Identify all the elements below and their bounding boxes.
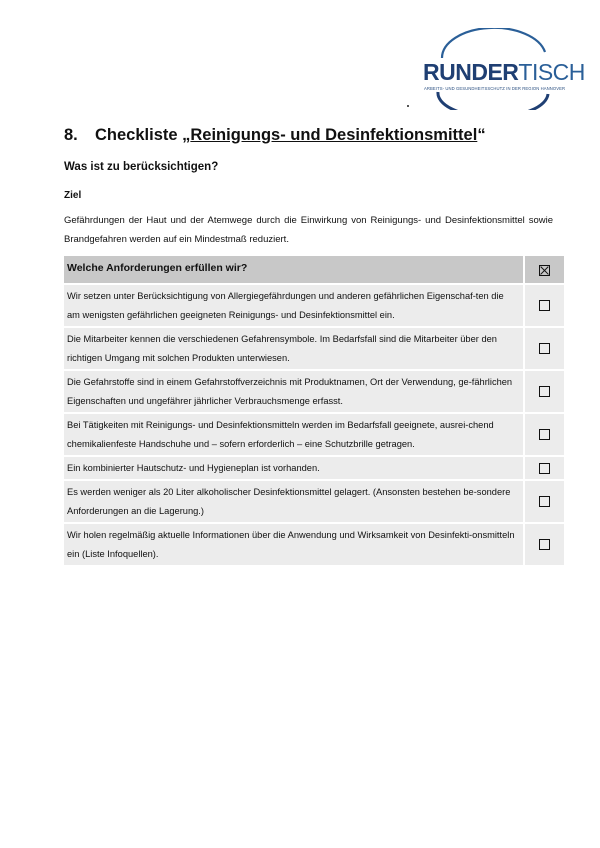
checkbox[interactable] <box>539 496 550 507</box>
check-cell[interactable] <box>524 284 564 327</box>
checkbox[interactable] <box>539 343 550 354</box>
checkbox[interactable] <box>539 429 550 440</box>
requirement-text: Wir holen regelmäßig aktuelle Informationen über die Anwendung und Wirksamkeit von Desinfekti-onsmitteln ein (Liste Infoquellen). <box>64 523 524 566</box>
check-cell[interactable] <box>524 327 564 370</box>
title-main: Reinigungs- und Desinfektionsmittel <box>190 126 478 144</box>
checkbox[interactable] <box>539 463 550 474</box>
checkbox[interactable] <box>539 539 550 550</box>
check-cell[interactable] <box>524 370 564 413</box>
page-title <box>64 126 486 145</box>
checkbox[interactable] <box>539 300 550 311</box>
check-cell[interactable] <box>524 480 564 523</box>
check-cell[interactable] <box>524 456 564 480</box>
requirement-text: Die Gefahrstoffe sind in einem Gefahrstoffverzeichnis mit Produktnamen, Ort der Verwendung, ge-fährlichen Eigenschaften und ungefährer jährlicher Verbrauchsmenge erfasst. <box>64 370 524 413</box>
table-row <box>64 480 564 523</box>
header-check-cell <box>524 256 564 284</box>
logo-wordmark <box>423 59 585 86</box>
checkbox[interactable] <box>539 386 550 397</box>
requirement-text: Die Mitarbeiter kennen die verschiedenen Gefahrensymbole. Im Bedarfsfall sind die Mitarbeiter über den richtigen Umgang mit solchen Produkten unterwiesen. <box>64 327 524 370</box>
table-row <box>64 327 564 370</box>
subheading: Was ist zu berücksichtigen? <box>64 161 219 173</box>
requirement-text: Wir setzen unter Berücksichtigung von Allergiegefährdungen und anderen gefährlichen Eigenschaf-ten die am wenigsten gefährlichen geeigneten Reinigungs- und Desinfektionsmittel ein. <box>64 284 524 327</box>
table-row <box>64 284 564 327</box>
rundertisch-logo <box>420 28 585 110</box>
table-header-row <box>64 256 564 284</box>
requirement-text: Bei Tätigkeiten mit Reinigungs- und Desinfektionsmitteln werden im Bedarfsfall geeignete, ausrei-chend chemikalienfeste Handschuhe und – sofern erforderlich – eine Schutzbrille getragen. <box>64 413 524 456</box>
goal-label: Ziel <box>64 190 82 201</box>
table-row <box>64 456 564 480</box>
section-number: 8. <box>64 126 78 144</box>
table-row <box>64 413 564 456</box>
logo-brand-bold: RUNDER <box>423 59 519 85</box>
table-row <box>64 523 564 566</box>
title-suffix: “ <box>477 126 486 144</box>
requirement-text: Es werden weniger als 20 Liter alkoholischer Desinfektionsmittel gelagert. (Ansonsten bestehen be-sondere Anforderungen an die Lagerung.) <box>64 480 524 523</box>
logo-brand-light: TISCH <box>518 59 585 85</box>
stray-dot <box>407 105 409 107</box>
table-header: Welche Anforderungen erfüllen wir? <box>64 256 524 284</box>
check-cell[interactable] <box>524 523 564 566</box>
requirements-table <box>64 256 564 567</box>
logo-tagline: ARBEITS- UND GESUNDHEITSSCHUTZ IN DER REGION HANNOVER <box>424 86 566 91</box>
checked-box-icon <box>539 265 550 276</box>
requirement-text: Ein kombinierter Hautschutz- und Hygieneplan ist vorhanden. <box>64 456 524 480</box>
check-cell[interactable] <box>524 413 564 456</box>
goal-text: Gefährdungen der Haut und der Atemwege durch die Einwirkung von Reinigungs- und Desinfektionsmittel sowie Brandgefahren werden auf ein Mindestmaß reduziert. <box>64 215 553 245</box>
title-prefix: Checkliste „ <box>95 126 191 144</box>
table-row <box>64 370 564 413</box>
